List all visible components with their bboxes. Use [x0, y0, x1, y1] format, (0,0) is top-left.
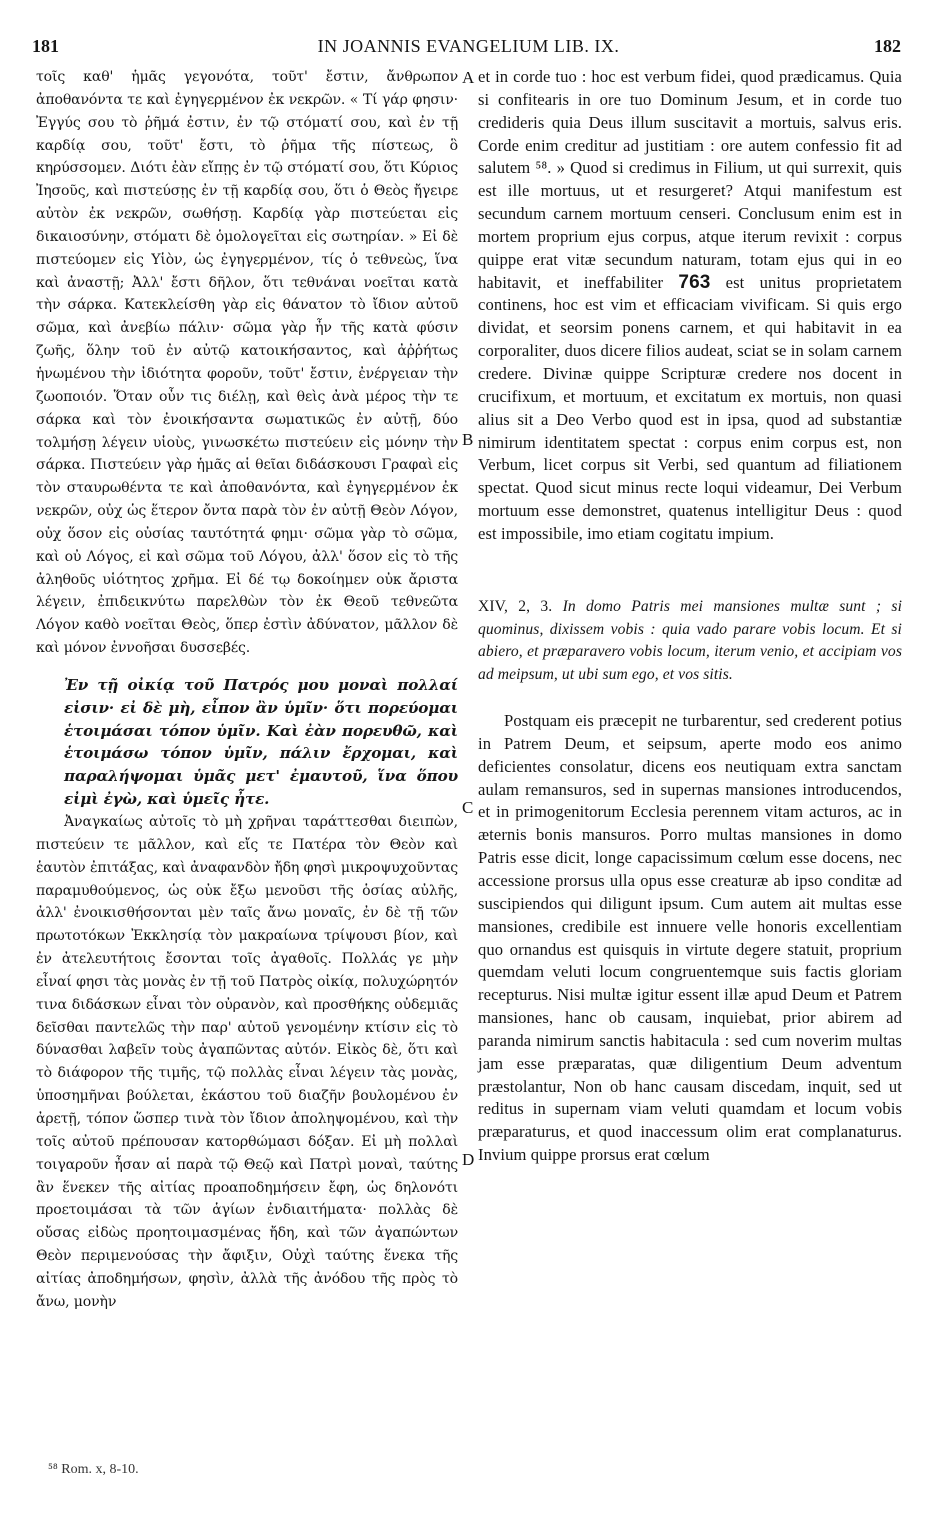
- latin-paragraph-1-part-a: et in corde tuo : hoc est verbum fidei, quod prædicamus. Quia si confitearis in ore tuo Dominum Jesum, et in corde tuo credideris quia Deus illum suscitavit a mortuis, salvus eris. Corde enim creditur ad justitiam : ore autem confessio fit ad salutem ⁵⁸. » Quod si credimus in Filium, ut qui surrexit, quis est ille mortuus, ut et resurgeret? Atqui manifestum est secundum carnem mortuum censeri. Conclusum enim est in mortem proprium ejus corpus, atque iterum revixit : corpus quippe erat vitæ secundum naturam, totam ejus qui in eo habitavit, et ineffabiliter: [478, 67, 902, 292]
- column-number: 763: [678, 271, 711, 293]
- margin-letter-c: C: [462, 798, 474, 817]
- margin-letter-d: D: [462, 1150, 475, 1169]
- greek-column: [36, 66, 458, 1314]
- latin-lemma: [478, 596, 902, 687]
- running-title: IN JOANNIS EVANGELIUM LIB. IX.: [317, 36, 620, 56]
- greek-paragraph-1: τοῖς καθ' ἡμᾶς γεγονότα, τοῦτ' ἔστιν, ἄνθρωπον ἀποθανόντα τε καὶ ἐγηγερμένον ἐκ νεκρῶν. « Τί γάρ φησιν· Ἐγγύς σου τὸ ῥῆμά ἐστιν, ἐν τῷ στόματί σου, καὶ ἐν τῇ καρδίᾳ σου, τοῦτ' ἔστι, τὸ ῥῆμα τῆς πίστεως, ὃ κηρύσσομεν. Διότι ἐὰν εἴπῃς ἐν τῷ στόματί σου, ὅτι Κύριος Ἰησοῦς, καὶ πιστεύσῃς ἐν τῇ καρδίᾳ σου, ὅτι ὁ Θεὸς ἤγειρε αὐτὸν ἐκ νεκρῶν, σωθήσῃ. Καρδίᾳ γὰρ πιστεύεται εἰς δικαιοσύνην, στόματι δὲ ὁμολογεῖται εἰς σωτηρίαν. » Εἰ δὲ πιστεύομεν εἰς Υἱὸν, ὡς ἐγηγερμένον, τίς ὁ τεθνεὼς, ἵνα καὶ ἀναστῇ; Ἀλλ' ἔστι δῆλον, ὅτι τεθνάναι νοεῖται κατὰ τὴν σάρκα. Κατεκλείσθη γὰρ εἰς θάνατον τὸ ἴδιον αὐτοῦ σῶμα, καὶ ἀνεβίω πάλιν· σῶμα γὰρ ἦν τῆς κατὰ φύσιν ζωῆς, ὅλην τοῦ ἐν αὐτῷ κατοικήσαντος, καὶ ἀῤῥήτως ἡνωμένου τὴν ἰδιότητα φοροῦν, τοῦτ' ἔστιν, ἐνέργειαν τὴν ζωοποιόν. Ὅταν οὖν τις διέλῃ, καὶ θεὶς ἀνὰ μέρος τὴν τε σάρκα καὶ τὸν ἐνοικήσαντα σωματικῶς ἐν αὐτῇ, δύο τολμήσῃ λέγειν υἱοὺς, γινωσκέτω πιστεύειν εἰς μόνην τὴν σάρκα. Πιστεύειν γὰρ ἡμᾶς αἱ θεῖαι διδάσκουσι Γραφαὶ εἰς τὸν σταυρωθέντα τε καὶ ἀποθανόντα, καὶ ἐγηγερμένον ἐκ νεκρῶν, οὐχ ὡς ἕτερον ὄντα παρὰ τὸν ἐν αὐτῇ Θεὸν Λόγον, οὐχ ὅσον εἰς οὐσίας ταυτότητά φημι· σῶμα γὰρ τὸ σῶμα, καὶ οὐ Λόγος, εἰ καὶ σῶμα τοῦ Λόγου, ἀλλ' ὅσον εἰς τὸ τῆς ἀληθοῦς υἱότητος χρῆμα. Εἰ δέ τῳ δοκοίημεν οὐκ ἄριστα λέγειν, ἐπιδεικνύτω παρελθὼν τὸν ἐκ Θεοῦ τεθνεῶτα Λόγον καθὸ νοεῖται Θεὸς, ὅπερ ἐστὶν ἀδύνατον, μᾶλλον δὲ καὶ μόνον ἐννοῆσαι δυσσεβές.: [36, 69, 458, 657]
- latin-paragraph-2: Postquam eis præcepit ne turbarentur, sed crederent potius in Patrem Deum, et seipsum, aperte modo eos animo deficientes consolatur, dicens eos neutiquam extra sanctam aulam remansuros, sed in supernas mansiones introducendos, et in primogenitorum Ecclesia perennem vitam acturos, ac in æternis bonis mansuros. Porro multas mansiones in domo Patris esse dicit, longe capacissimum cœlum esse docens, nec accessione prorsus ulla opus esse creaturæ ab ipso conditæ ad suscipiendos qui diligunt ipsum. Cum autem ait multas esse mansiones, credibile est innuere velle honoris excellentiam quo ornandus est quisquis in virtute degere statuit, proprium quemdam veluti locum congruentemque suis factis gloriam recepturus. Nisi multæ igitur essent illæ apud Deum et Patrem mansiones, hanc ob causam, inquiebat, prior abirem ad paranda nimirum sanctis habitacula : sed cum noverim multas jam esse præparatas, quæ diligentium Deum adventum præstolantur, Non ob hanc causam discedam, inquit, sed ut reditus in supernam viam veluti quamdam et locum vobis præparaturus, et quod inaccessum olim erat complanaturus. Invium quippe prorsus erat cœlum: [478, 711, 902, 1165]
- latin-paragraph-1-part-b: est unitus proprietatem continens, hoc est vim et efficaciam vivificam. Si quis ergo dividat, et seorsim ponens carnem, et qui habitavit in ea corporaliter, duos dicere filios audeat, sciat se in solam carnem credere. Divinæ quippe Scripturæ credere nos docent in crucifixum, et mortuum, et excitatum ex mortuis, non quasi alius sit a Deo Verbo quod est in ipsa, quod ad substantiæ nimirum identitatem spectat : corpus enim corpus est, non Verbum, licet corpus sit Verbi, sed quantum ad filiationem spectat. Quod sicut minus recte loqui videamur, Dei Verbum mortuum esse demonstret, quatenus intelligitur Deus : quod est impossibile, imo etiam cogitatu impium.: [478, 272, 902, 543]
- lemma-reference: XIV, 2, 3.: [478, 597, 553, 615]
- lemma-text: In domo Patris mei mansiones multæ sunt ; si quominus, dixissem vobis : quia vado parare vobis locum. Et si abiero, et præparavero vobis locum, iterum venio, et accipiam vos ad meipsum, ut ubi sum ego, et vos sitis.: [478, 597, 903, 684]
- footnote: ⁵⁸ Rom. x, 8-10.: [48, 1462, 139, 1477]
- page-number-right: 182: [874, 36, 901, 56]
- margin-letter-a: A: [462, 68, 475, 87]
- page-number-left: 181: [32, 36, 59, 56]
- latin-paragraph-1: [478, 66, 902, 546]
- greek-paragraph-2: Ἀναγκαίως αὐτοῖς τὸ μὴ χρῆναι ταράττεσθαι διειπὼν, πιστεύειν τε μᾶλλον, καὶ εἴς τε Πατέρα τὸν Θεὸν καὶ ἑαυτὸν ἐπιτάξας, καὶ ἀναφανδὸν ἤδη φησὶ μικροψυχοῦντας παραμυθούμενος, ὡς οὐκ ἔξω μενοῦσι τῆς ὁσίας αὐλῆς, ἀλλ' ἐνοικισθήσονται μὲν ταῖς ἄνω μοναῖς, ἐν δὲ τῇ τῶν πρωτοτόκων Ἐκκλησίᾳ τὸν μακραίωνα τρίψουσι βίον, καὶ ἐν ἀτελευτήτοις ἔσονται τοῖς ἀγαθοῖς. Πολλάς γε μὴν εἶναί φησι τὰς μονὰς ἐν τῇ τοῦ Πατρὸς οἰκίᾳ, πολυχώρητόν τινα διδάσκων εἶναι τὸν οὐρανὸν, καὶ προσθήκης οὐδεμιᾶς δεῖσθαι παντελῶς τὴν παρ' αὐτοῦ γενομένην κτίσιν εἰς τὸ δύνασθαι λαβεῖν τοὺς ἀγαπῶντας αὐτόν. Εἰκὸς δὲ, ὅτι καὶ τὸ διάφορον τῆς τιμῆς, τῷ πολλὰς εἶναι λέγειν τὰς μονὰς, ὑποσημῆναι βούλεται, ἑκάστου τοῦ διαζῆν βουλομένου ἐν ἀρετῇ, τόπον ὥσπερ τινὰ τὸν ἴδιον ἀποληψομένου, καὶ τὴν τοῖς αὐτοῦ πρέπουσαν κατορθώμασι δόξαν. Εἰ μὴ πολλαὶ τοιγαροῦν ἦσαν αἱ παρὰ τῷ Θεῷ καὶ Πατρὶ μοναὶ, ταύτης ἂν ἕνεκεν τῆς αἰτίας προαποδημήσειν ἔφη, ὡς δηλονότι προετοιμάσαι τὰ τῶν ἁγίων ἐνδιαιτήματα· πολλὰς δὲ οὔσας εἰδὼς προητοιμασμένας ἤδη, καὶ τῶν ἀγαπώντων Θεὸν περιμενούσας τὴν ἄφιξιν, Οὐχὶ ταύτης ἕνεκα τῆς αἰτίας ἀποδημήσων, φησὶν, ἀλλὰ τῆς ἀνόδου τῆς πρὸς τὸ ἄνω, μονὴν: [36, 814, 458, 1310]
- running-header: [0, 36, 937, 62]
- latin-column: [478, 66, 902, 1167]
- greek-scripture-quote: Ἐν τῇ οἰκίᾳ τοῦ Πατρός μου μοναὶ πολλαί εἰσιν· εἰ δὲ μὴ, εἶπον ἂν ὑμῖν· ὅτι πορεύομαι ἑτοιμάσαι τόπον ὑμῖν. Καὶ ἐὰν πορευθῶ, καὶ ἑτοιμάσω τόπον ὑμῖν, πάλιν ἔρχομαι, καὶ παραλήψομαι ὑμᾶς μετ' ἐμαυτοῦ, ἵνα ὅπου εἰμὶ ἐγὼ, καὶ ὑμεῖς ἦτε.: [64, 675, 458, 809]
- margin-letter-b: B: [462, 430, 474, 449]
